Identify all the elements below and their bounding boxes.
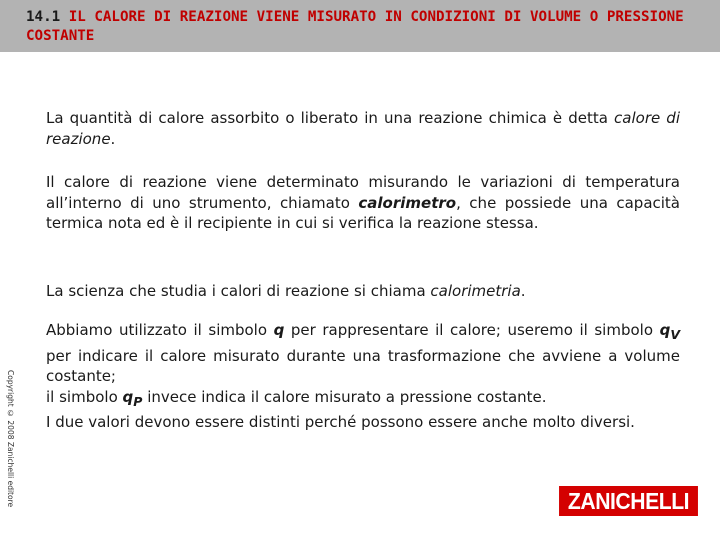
- symbol-qv: [659, 321, 681, 342]
- paragraph-text: , che possiede una capacità termica nota ed è il recipiente in cui si verifica la reazione stessa.: [46, 193, 680, 232]
- paragraph-text: Abbiamo utilizzato il simbolo: [46, 321, 274, 339]
- paragraph-text: per indicare il calore misurato durante una trasformazione che avviene a volume costante;: [46, 346, 680, 385]
- section-number: 14.1: [26, 9, 61, 25]
- paragraph-text: Il calore di reazione viene determinato misurando le variazioni di temperatura all’interno di uno strumento, chiamato: [46, 173, 680, 212]
- paragraph-text: La quantità di calore assorbito o liberato in una reazione chimica è detta: [46, 109, 615, 127]
- paragraph-text: .: [110, 129, 116, 148]
- symbol-q-letter: q: [122, 387, 134, 406]
- term-calorimetria: calorimetria: [430, 282, 521, 300]
- paragraph-text: I due valori devono essere distinti perché possono essere anche molto diversi.: [46, 413, 635, 431]
- term-calorimetro: calorimetro: [358, 193, 457, 212]
- paragraph-symbols: [46, 320, 680, 433]
- page-title: [26, 8, 706, 46]
- paragraph-text: La scienza che studia i calori di reazione si chiama: [46, 282, 431, 300]
- subscript-p: P: [133, 393, 143, 409]
- symbol-qp: [122, 387, 143, 409]
- copyright-notice: Copyright © 2008 Zanichelli editore: [6, 370, 15, 508]
- paragraph-calorimetry: [46, 281, 680, 302]
- section-title: IL CALORE DI REAZIONE VIENE MISURATO IN CONDIZIONI DI VOLUME O PRESSIONE COSTANTE: [26, 9, 684, 44]
- paragraph-text: il simbolo: [46, 387, 123, 406]
- symbol-q: q: [273, 321, 285, 339]
- paragraph-text: per rappresentare il calore; useremo il simbolo: [284, 321, 660, 339]
- symbol-q-letter: q: [659, 321, 671, 339]
- paragraph-text: invece indica il calore misurato a pressione costante.: [142, 387, 547, 406]
- paragraph-calorimeter: [46, 172, 680, 234]
- paragraph-text: .: [520, 282, 526, 300]
- paragraph-definition: [46, 108, 680, 149]
- header-bar: [0, 0, 720, 52]
- subscript-v: V: [670, 327, 681, 342]
- zanichelli-logo: ZANICHELLI: [559, 486, 698, 516]
- term-calore-di-reazione: calore di reazione: [46, 109, 681, 148]
